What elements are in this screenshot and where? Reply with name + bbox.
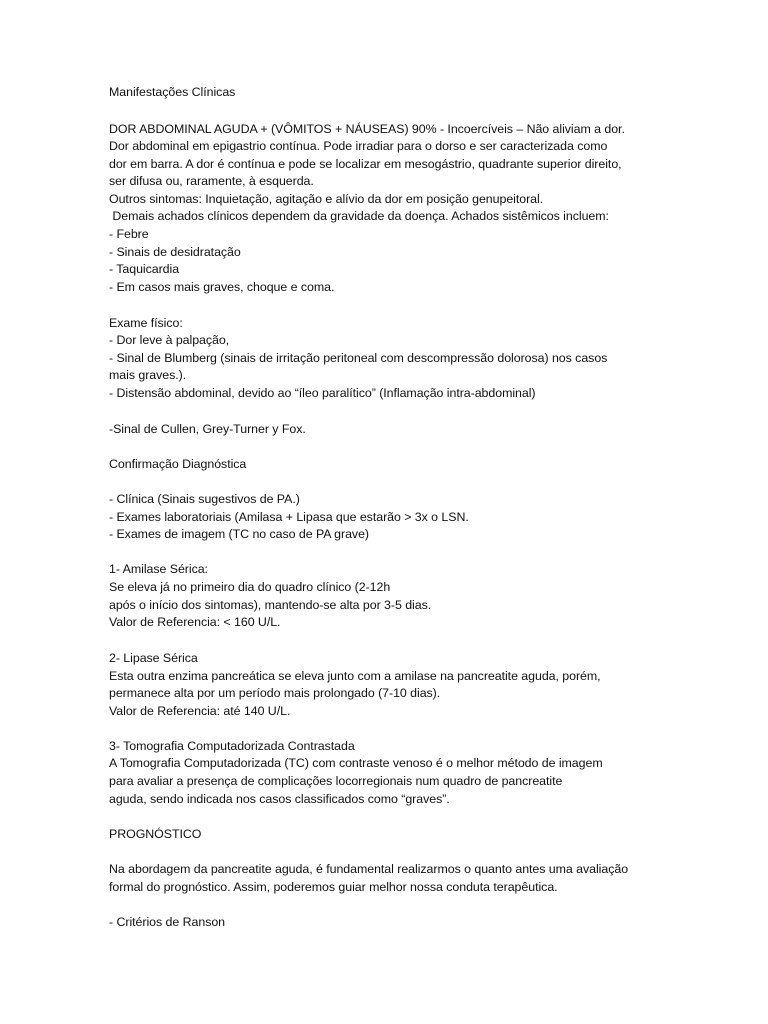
- text-line: Dor abdominal em epigastrio contínua. Pode irradiar para o dorso e ser caracterizada como: [109, 139, 608, 153]
- text-line: permanece alta por um período mais prolongado (7-10 dias).: [109, 686, 441, 700]
- text-line: Valor de Referencia: < 160 U/L.: [109, 615, 281, 629]
- list-item: - Clínica (Sinais sugestivos de PA.): [109, 492, 300, 506]
- list-item: - Febre: [109, 227, 149, 241]
- section-heading-tc: 3- Tomografia Computadorizada Contrastada: [109, 739, 355, 753]
- text-line: Se eleva já no primeiro dia do quadro clínico (2-12h: [109, 580, 391, 594]
- list-item: - Sinais de desidratação: [109, 245, 241, 259]
- text-line: formal do prognóstico. Assim, poderemos guiar melhor nossa conduta terapêutica.: [109, 880, 558, 894]
- list-item: - Sinal de Blumberg (sinais de irritação peritoneal com descompressão dolorosa) nos casos: [109, 351, 608, 365]
- section-heading-confirmacao: Confirmação Diagnóstica: [109, 457, 247, 471]
- list-item: - Exames de imagem (TC no caso de PA grave): [109, 527, 369, 541]
- list-item: - Exames laboratoriais (Amilasa + Lipasa que estarão > 3x o LSN.: [109, 510, 469, 524]
- section-heading-exame: Exame físico:: [109, 316, 183, 330]
- text-line: Na abordagem da pancreatite aguda, é fundamental realizarmos o quanto antes uma avaliação: [109, 862, 629, 876]
- text-line: Esta outra enzima pancreática se eleva junto com a amilase na pancreatite aguda, porém,: [109, 669, 601, 683]
- section-heading-prognostico: PROGNÓSTICO: [109, 827, 202, 841]
- text-line: após o início dos sintomas), mantendo-se alta por 3-5 dias.: [109, 598, 432, 612]
- section-heading-lipase: 2- Lipase Sérica: [109, 651, 198, 665]
- list-item: - Distensão abdominal, devido ao “íleo paralítico” (Inflamação intra-abdominal): [109, 386, 536, 400]
- text-line: para avaliar a presença de complicações locorregionais num quadro de pancreatite: [109, 774, 563, 788]
- text-line: -Sinal de Cullen, Grey-Turner y Fox.: [109, 422, 306, 436]
- text-line: mais graves.).: [109, 368, 187, 382]
- list-item: - Em casos mais graves, choque e coma.: [109, 280, 335, 294]
- text-line: Valor de Referencia: até 140 U/L.: [109, 704, 291, 718]
- text-line: Outros sintomas: Inquietação, agitação e alívio da dor em posição genupeitoral.: [109, 192, 544, 206]
- text-line: DOR ABDOMINAL AGUDA + (VÔMITOS + NÁUSEAS) 90% - Incoercíveis – Não aliviam a dor.: [109, 122, 625, 136]
- text-line: ser difusa ou, raramente, à esquerda.: [109, 174, 314, 188]
- section-heading-manifestacoes: Manifestações Clínicas: [109, 85, 236, 99]
- text-line: A Tomografia Computadorizada (TC) com contraste venoso é o melhor método de imagem: [109, 756, 603, 770]
- list-item: - Dor leve à palpação,: [109, 333, 230, 347]
- text-line: dor em barra. A dor é contínua e pode se localizar em mesogástrio, quadrante superior direito,: [109, 157, 622, 171]
- text-line: aguda, sendo indicada nos casos classificados como “graves”.: [109, 792, 450, 806]
- text-line: Demais achados clínicos dependem da gravidade da doença. Achados sistêmicos incluem:: [109, 209, 609, 223]
- section-heading-amilase: 1- Amilase Sérica:: [109, 562, 208, 576]
- list-item: - Critérios de Ranson: [109, 915, 226, 929]
- list-item: - Taquicardia: [109, 262, 180, 276]
